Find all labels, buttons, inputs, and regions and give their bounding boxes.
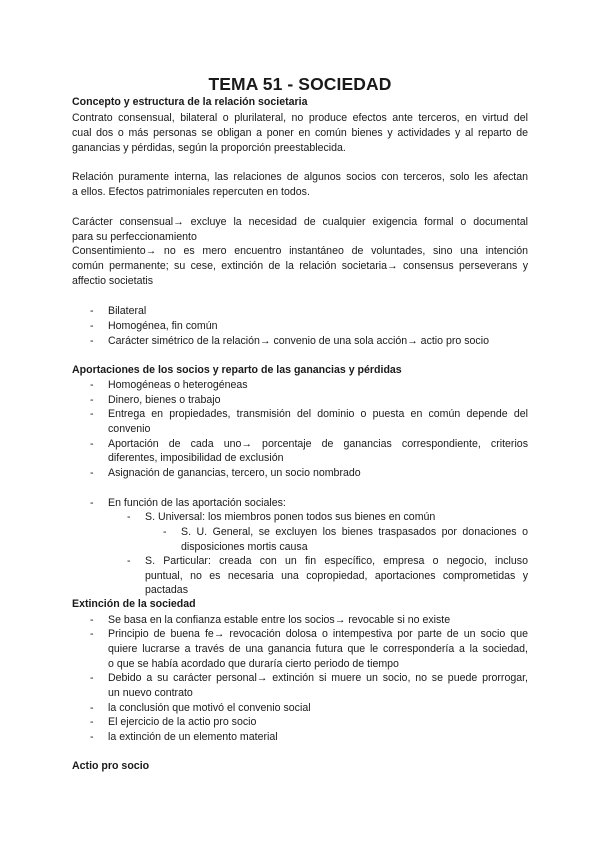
- list-item: Dinero, bienes o trabajo: [108, 394, 221, 406]
- paragraph-line: común permanente; su cese, extinción de la relación societaria→ consensus perseverans y: [72, 260, 528, 272]
- list-dash: -: [90, 305, 94, 317]
- list-item-continued: puntual, no es necesaria una copropiedad, aportaciones comprometidas y: [145, 570, 528, 582]
- list-dash: -: [90, 335, 94, 347]
- list-item-continued: o que se había acordado que duraría cierto periodo de tiempo: [108, 658, 399, 670]
- list-item-continued: diferentes, imposibilidad de exclusión: [108, 452, 284, 464]
- list-dash: -: [127, 555, 131, 567]
- list-dash: -: [90, 408, 94, 420]
- list-item-nested: S. Particular: creada con un fin específico, empresa o negocio, incluso: [145, 555, 528, 567]
- list-item: Aportación de cada uno→ porcentaje de ganancias correspondiente, criterios: [108, 438, 528, 450]
- paragraph-line: Carácter consensual→ excluye la necesidad de cualquier exigencia formal o documental: [72, 216, 528, 228]
- list-dash: -: [90, 467, 94, 479]
- list-dash: -: [163, 526, 167, 538]
- list-dash: -: [90, 497, 94, 509]
- section-heading-extincion: Extinción de la sociedad: [72, 598, 196, 610]
- list-item-continued: disposiciones mortis causa: [181, 541, 308, 553]
- list-dash: -: [90, 672, 94, 684]
- page-title: TEMA 51 - SOCIEDAD: [208, 74, 392, 94]
- list-dash: -: [90, 438, 94, 450]
- list-item: Homogéneas o heterogéneas: [108, 379, 248, 391]
- paragraph-line: cual dos o más personas se obligan a poner en común bienes y actividades y al reparto de: [72, 127, 528, 139]
- list-item-continued: convenio: [108, 423, 151, 435]
- list-dash: -: [90, 716, 94, 728]
- list-item-continued: pactadas: [145, 584, 188, 596]
- list-dash: -: [90, 614, 94, 626]
- paragraph-line: ganancias y pérdidas, según la proporción preestablecida.: [72, 142, 346, 154]
- list-item: En función de las aportación sociales:: [108, 497, 286, 509]
- section-heading-actio: Actio pro socio: [72, 760, 150, 772]
- list-dash: -: [90, 320, 94, 332]
- list-dash: -: [90, 628, 94, 640]
- list-dash: -: [90, 731, 94, 743]
- paragraph-line: para su perfeccionamiento: [72, 231, 197, 243]
- list-dash: -: [90, 394, 94, 406]
- list-item: Asignación de ganancias, tercero, un socio nombrado: [108, 467, 361, 479]
- paragraph-line: Relación puramente interna, las relaciones de algunos socios con terceros, solo les afectan: [72, 171, 528, 183]
- list-item-continued: quiere lucrarse a través de una ganancia futura que le correspondería a la sociedad,: [108, 643, 528, 655]
- list-item-nested: S. U. General, se excluyen los bienes traspasados por donaciones o: [181, 526, 528, 538]
- list-item: Homogénea, fin común: [108, 320, 218, 332]
- list-item: Se basa en la confianza estable entre los socios→ revocable si no existe: [108, 614, 451, 626]
- paragraph-line: a ellos. Efectos patrimoniales repercuten en todos.: [72, 186, 310, 198]
- list-item-nested: S. Universal: los miembros ponen todos sus bienes en común: [145, 511, 436, 523]
- list-dash: -: [90, 702, 94, 714]
- list-item: Carácter simétrico de la relación→ convenio de una sola acción→ actio pro socio: [108, 335, 489, 347]
- list-dash: -: [90, 379, 94, 391]
- list-item-continued: un nuevo contrato: [108, 687, 193, 699]
- list-item: Bilateral: [108, 305, 147, 317]
- list-item: Entrega en propiedades, transmisión del dominio o puesta en común depende del: [108, 408, 528, 420]
- list-item: Principio de buena fe→ revocación dolosa o intempestiva por parte de un socio que: [108, 628, 528, 640]
- paragraph-line: Consentimiento→ no es mero encuentro instantáneo de voluntades, sino una intención: [72, 245, 528, 257]
- paragraph-line: affectio societatis: [72, 275, 154, 287]
- paragraph-line: Contrato consensual, bilateral o plurilateral, no produce efectos ante terceros, en virtud del: [72, 112, 528, 124]
- list-item: Debido a su carácter personal→ extinción si muere un socio, no se puede prorrogar,: [108, 672, 528, 684]
- list-item: El ejercicio de la actio pro socio: [108, 716, 257, 728]
- list-item: la conclusión que motivó el convenio social: [108, 702, 311, 714]
- list-dash: -: [127, 511, 131, 523]
- section-heading-concepto: Concepto y estructura de la relación societaria: [72, 96, 308, 108]
- section-heading-aportaciones: Aportaciones de los socios y reparto de las ganancias y pérdidas: [72, 364, 402, 376]
- list-item: la extinción de un elemento material: [108, 731, 278, 743]
